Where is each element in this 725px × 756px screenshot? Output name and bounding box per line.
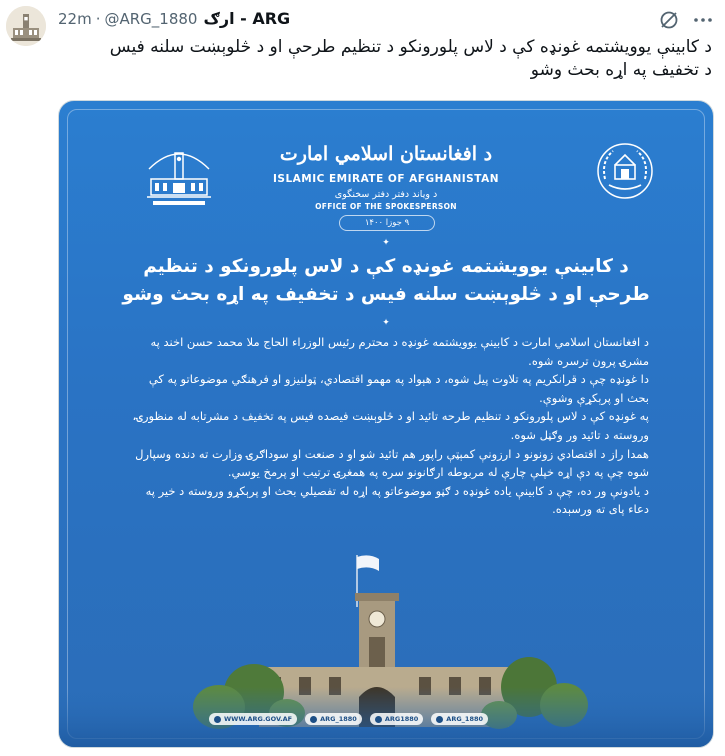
body-paragraph: دا غونډه چې د قرانکریم په تلاوت پیل شوه، د هېواد په مهمو اقتصادي، ټولنیزو او فرهنګي موضوعاتو په کې بحث او پرېکړې وشوې. (148, 372, 649, 405)
date-badge: ۹ جوزا ۱۴۰۰ (339, 215, 435, 231)
arg-building-icon (6, 6, 46, 46)
image-footer (209, 713, 488, 725)
author-line (58, 9, 290, 28)
office-title-pashto: د ویاند دفتر دفتر سخنگوی (334, 189, 438, 200)
ornament-icon: ✦ (382, 318, 390, 328)
arg-palace-emblem-icon (139, 139, 219, 217)
grok-icon[interactable] (658, 9, 680, 31)
tweet-text (58, 36, 712, 82)
more-options-icon[interactable] (692, 9, 714, 31)
footer-tag (431, 713, 488, 725)
separator-dot: · (95, 9, 101, 28)
emirate-seal-icon (593, 139, 657, 203)
handle[interactable]: @ARG_1880 (104, 9, 198, 28)
headline-line: د کابینې یوویشتمه غونډه کې د لاس پلورونکو د تنظیم (143, 256, 629, 277)
footer-tag-label: WWW.ARG.GOV.AF (224, 715, 293, 723)
body-paragraph: د افغانستان اسلامي امارت د کابینې یوویشتمه غونډه د محترم رئیس الوزراء الحاج ملا محمد حسن اخند په مشرۍ پرون ترسره شوه. (150, 335, 649, 368)
body-paragraph: همدا راز د اقتصادي زونونو د ارزونې کمېټې راپور هم تائید شو او د صنعت او سوداګرۍ وزارت ته دنده وسپارل شوه چې په دې اړه خپلې چارې له مربوطه ارګانونو سره په همغږۍ ترتیب او پرمخ یوسي. (135, 446, 649, 480)
footer-tag-label: ARG1880 (384, 715, 419, 723)
globe-icon (214, 716, 221, 723)
avatar[interactable] (6, 6, 46, 46)
image-headline (119, 253, 653, 309)
office-title-english: OFFICE OF THE SPOKESPERSON (315, 202, 457, 211)
emirate-title-arabic: د افغانستان اسلامي امارت (279, 143, 493, 165)
facebook-icon (375, 716, 382, 723)
tweet-image[interactable] (58, 100, 714, 748)
footer-tag-label: ARG_1880 (320, 715, 357, 723)
tweet-text-line: د تخفیف په اړه بحث وشو (530, 60, 712, 80)
footer-tag (305, 713, 362, 725)
emirate-title-english: ISLAMIC EMIRATE OF AFGHANISTAN (272, 173, 500, 185)
footer-tag (209, 713, 297, 725)
header-actions (658, 9, 714, 31)
image-body (125, 333, 649, 519)
display-name[interactable]: ARG - ارګ (203, 9, 291, 28)
youtube-icon (436, 716, 443, 723)
twitter-icon (310, 716, 317, 723)
tweet-text-line: د کابینې یوویشتمه غونډه کې د لاس پلورونکو د تنظیم طرحې او د څلوېښت سلنه فیس (109, 37, 712, 57)
timestamp[interactable]: 22m (58, 9, 92, 28)
body-paragraph: په غونډه کې د لاس پلورونکو د تنظیم طرحه تائید او د څلوېښت فیصده فیس په تخفیف د مشرتابه له منظورۍ، وروسته د تائید ور وګڼل شوه. (132, 409, 649, 442)
footer-tag-label: ARG_1880 (446, 715, 484, 723)
headline-line: طرحې او د څلوېښت سلنه فیس د تخفیف په اړه بحث وشو (122, 284, 650, 305)
ornament-icon: ✦ (382, 238, 390, 248)
body-paragraph: د یادونې ور ده، چې د کابینې یاده غونډه د ګڼو موضوعاتو په اړه له تفصیلي بحث او پرېکړو وروسته د خیر په دعاء پای ته ورسېده. (145, 483, 649, 517)
tweet-header (58, 9, 714, 31)
footer-tag (370, 713, 423, 725)
